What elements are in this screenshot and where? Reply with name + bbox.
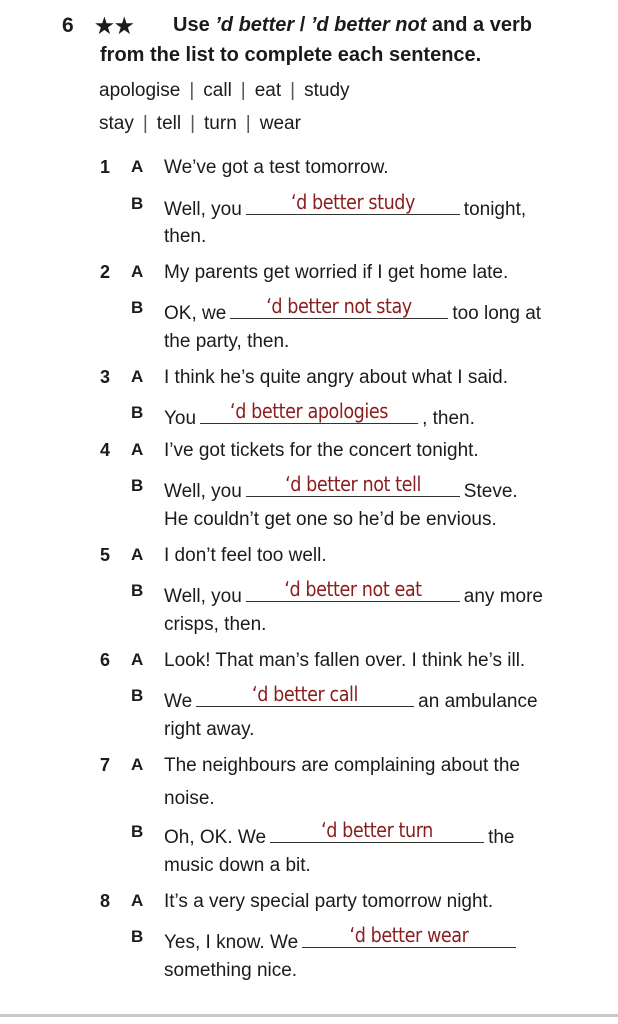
word-item: turn [204, 113, 237, 134]
answer-blank[interactable] [200, 399, 418, 424]
speaker-a-text: My parents get worried if I get home late. [164, 262, 509, 283]
speaker-a: A [131, 157, 144, 176]
speaker-a: A [131, 545, 144, 564]
handwritten-answer: ‘d better not stay [266, 294, 413, 318]
speaker-b: B [131, 581, 144, 600]
speaker-a: A [131, 262, 144, 281]
speaker-b: B [131, 298, 144, 317]
speaker-b: B [131, 927, 144, 946]
speaker-b: B [131, 822, 144, 841]
handwritten-answer: ‘d better study [290, 190, 415, 214]
speaker-b: B [131, 476, 144, 495]
speaker-a-text: I don’t feel too well. [164, 545, 327, 566]
handwritten-answer: ‘d better turn [321, 818, 433, 842]
speaker-b-text-after: too long at [452, 303, 542, 324]
word-item: tell [156, 113, 182, 134]
difficulty-stars: ★★ [95, 15, 135, 38]
word-item: eat [254, 80, 282, 101]
item-number: 3 [100, 367, 111, 387]
speaker-b-text-before: OK, we [164, 303, 227, 324]
speaker-b-text-after: an ambulance [418, 691, 538, 712]
speaker-a-text: I think he’s quite angry about what I said. [164, 367, 508, 388]
answer-blank[interactable] [246, 472, 460, 497]
speaker-a-text: I’ve got tickets for the concert tonight. [164, 440, 479, 461]
speaker-b: B [131, 194, 144, 213]
speaker-a: A [131, 367, 144, 386]
instruction-line-1: Use ’d better / ’d better not and a verb [173, 14, 532, 36]
item-number: 2 [100, 262, 111, 282]
item-number: 1 [100, 157, 111, 177]
answer-blank[interactable] [302, 923, 516, 948]
handwritten-answer: ‘d better apologies [230, 399, 389, 423]
item-number: 7 [100, 755, 111, 775]
handwritten-answer: ‘d better not eat [284, 577, 422, 601]
speaker-a-text: The neighbours are complaining about the [164, 755, 520, 776]
item-number: 6 [100, 650, 111, 670]
speaker-b-text-after: tonight, [463, 199, 527, 220]
speaker-a: A [131, 755, 144, 774]
answer-blank[interactable] [270, 818, 484, 843]
speaker-a: A [131, 891, 144, 910]
word-item: apologise [99, 80, 181, 101]
handwritten-answer: ‘d better call [252, 682, 359, 706]
word-list-row-1: apologise | call | eat | study [99, 80, 350, 101]
word-item: wear [259, 113, 301, 134]
item-number: 5 [100, 545, 111, 565]
speaker-a-text: Look! That man’s fallen over. I think he’s ill. [164, 650, 526, 671]
speaker-a-text: It’s a very special party tomorrow night. [164, 891, 494, 912]
speaker-b-text-before: Well, you [164, 481, 242, 502]
speaker-b-text-after: Steve. [463, 481, 518, 502]
word-list-row-2: stay | tell | turn | wear [99, 113, 301, 134]
answer-blank[interactable] [246, 577, 460, 602]
instruction-line-2: from the list to complete each sentence. [100, 44, 482, 66]
speaker-b: B [131, 686, 144, 705]
speaker-b-text-before: Well, you [164, 586, 242, 607]
handwritten-answer: ‘d better wear [349, 923, 469, 947]
speaker-b-text-before: Yes, I know. We [164, 932, 299, 953]
speaker-b-text-before: Well, you [164, 199, 242, 220]
answer-blank[interactable] [230, 294, 448, 319]
speaker-b-text-after: , then. [422, 408, 475, 429]
answer-blank[interactable] [196, 682, 414, 707]
speaker-a-text: We’ve got a test tomorrow. [164, 157, 389, 178]
exercise-number: 6 [62, 14, 74, 37]
word-item: call [203, 80, 232, 101]
word-item: study [304, 80, 350, 101]
speaker-b-text-before: We [164, 691, 193, 712]
speaker-b: B [131, 403, 144, 422]
answer-blank[interactable] [246, 190, 460, 215]
speaker-a: A [131, 440, 144, 459]
speaker-b-text-before: Oh, OK. We [164, 827, 267, 848]
speaker-b-text-after: any more [463, 586, 543, 607]
speaker-b-text-before: You [164, 408, 197, 429]
item-number: 8 [100, 891, 111, 911]
bottom-divider [0, 1014, 618, 1017]
word-item: stay [99, 113, 134, 134]
speaker-b-text-after: the [488, 827, 515, 848]
item-number: 4 [100, 440, 111, 460]
handwritten-answer: ‘d better not tell [284, 472, 421, 496]
speaker-a: A [131, 650, 144, 669]
